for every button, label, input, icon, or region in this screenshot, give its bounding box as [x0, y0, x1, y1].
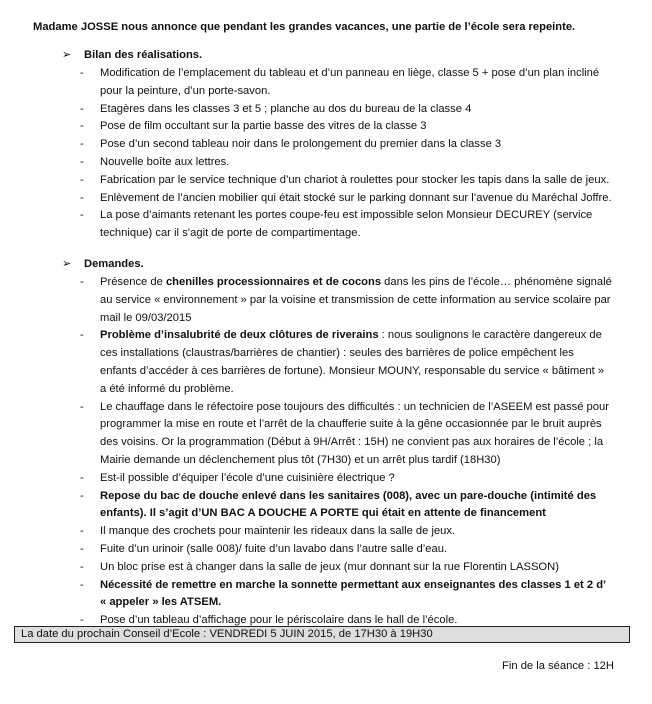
list-item-text: Pose d’un second tableau noir dans le prolongement du premier dans la classe 3 [100, 138, 502, 151]
dash-bullet: - [80, 489, 84, 502]
list-item [0, 65, 652, 101]
bilan-heading [0, 47, 652, 65]
list-item-text: Pose de film occultant sur la partie basse des vitres de la classe 3 [100, 120, 427, 133]
dash-bullet: - [80, 120, 84, 133]
dash-bullet: - [80, 209, 84, 222]
text-run: : nous soulignons le caractère dangereux de ces installations (claustras/barrières de chantier) : seules des barrières de police empêchent les enfants d’accéder à ces barrières de fortune). Monsieur MOUNY, responsable du service « bâtiment » a été informé du problème. [100, 329, 605, 395]
arrow-bullet-icon: ➢ [62, 258, 72, 270]
list-item-text: Est-il possible d’équiper l’école d’une cuisinière électrique ? [100, 471, 395, 484]
demandes-title: Demandes. [84, 258, 144, 270]
list-item [0, 154, 652, 172]
dash-bullet: - [80, 525, 84, 538]
end-time: Fin de la séance : 12H [502, 660, 614, 672]
bilan-title: Bilan des réalisations. [84, 49, 203, 61]
list-item-text: Nouvelle boîte aux lettres. [100, 155, 230, 168]
dash-bullet: - [80, 542, 84, 555]
list-item [0, 399, 652, 470]
text-run: Présence de [100, 276, 166, 288]
text-run: dans les pins de l’école… phénomène signalé au service « environnement » par la voisine et transmission de cette information au service scolaire par mail le 09/03/2015 [100, 276, 612, 324]
dash-bullet: - [80, 276, 84, 288]
dash-bullet: - [80, 173, 84, 186]
dash-bullet: - [80, 614, 84, 627]
list-item [0, 488, 652, 524]
dash-bullet: - [80, 560, 84, 573]
list-item [0, 541, 652, 559]
list-item-text: Un bloc prise est à changer dans la salle de jeux (mur donnant sur la rue Florentin LASSON) [100, 560, 559, 573]
list-item [0, 559, 652, 577]
demandes-heading [0, 256, 652, 274]
list-item-text: Enlèvement de l’ancien mobilier qui était stocké sur le parking donnant sur l’avenue du Maréchal Joffre. [100, 191, 612, 204]
list-item [0, 118, 652, 136]
list-item-text: Modification de l’emplacement du tableau et d’un panneau en liège, classe 5 + pose d’un plan incliné pour la peinture, d’un porte-savon. [100, 67, 600, 97]
arrow-bullet-icon: ➢ [62, 49, 72, 61]
list-item-text-bold: Nécessité de remettre en marche la sonnette permettant aux enseignantes des classes 1 et 2 d’ « appeler » les ATSEM. [100, 578, 606, 609]
dash-bullet: - [80, 400, 84, 413]
list-item-text: Pose d’un tableau d’affichage pour le périscolaire dans le hall de l’école. [100, 614, 458, 627]
intro-paragraph: Madame JOSSE nous annonce que pendant les grandes vacances, une partie de l’école sera repeinte. [33, 21, 576, 33]
list-item [0, 190, 652, 208]
next-meeting-box: La date du prochain Conseil d’Ecole : VENDREDI 5 JUIN 2015, de 17H30 à 19H30 [14, 626, 630, 643]
list-item-text: Etagères dans les classes 3 et 5 ; planche au dos du bureau de la classe 4 [100, 102, 472, 115]
text-run-bold: Problème d’insalubrité de deux clôtures de riverains [100, 329, 379, 342]
text-run-bold: chenilles processionnaires et de cocons [165, 276, 382, 288]
bilan-section [0, 47, 652, 243]
dash-bullet: - [80, 191, 84, 204]
demandes-section [0, 256, 652, 630]
dash-bullet: - [80, 155, 84, 168]
list-item [0, 101, 652, 119]
list-item-text: Il manque des crochets pour maintenir les rideaux dans la salle de jeux. [100, 525, 456, 538]
list-item [0, 470, 652, 488]
list-item [0, 577, 652, 613]
dash-bullet: - [80, 67, 84, 79]
list-item-text: La pose d’aimants retenant les portes coupe-feu est impossible selon Monsieur DECUREY (service technique) car il s’agit de porte de compartimentage. [100, 209, 593, 240]
list-item-text: Le chauffage dans le réfectoire pose toujours des difficultés : un technicien de l’ASEEM est passé pour programmer la mise en route et l’arrêt de la chaufferie suite à la gêne occasionnée par le bruit auprès des voisins. Or la programmation (Début à 9H/Arrêt : 15H) ne convient pas aux horaires de l’école ; la Mairie demande un déclenchement plus tôt (7H30) et un arrêt plus tardif (18H30) [100, 400, 609, 466]
list-item-text: Fuite d’un urinoir (salle 008)/ fuite d’un lavabo dans l’autre salle d’eau. [100, 542, 448, 555]
list-item-text: Fabrication par le service technique d’un chariot à roulettes pour stocker les tapis dans la salle de jeux. [100, 173, 610, 186]
dash-bullet: - [80, 102, 84, 115]
bilan-list [0, 65, 652, 243]
list-item-text-bold: Repose du bac de douche enlevé dans les sanitaires (008), avec un pare-douche (intimité des enfants). Il s’agit d’UN BAC A DOUCHE A PORTE qui était en attente de financement [100, 489, 597, 520]
dash-bullet: - [80, 138, 84, 151]
list-item [0, 274, 652, 327]
list-item [0, 327, 652, 398]
demandes-list [0, 274, 652, 630]
dash-bullet: - [80, 471, 84, 484]
list-item [0, 207, 652, 243]
list-item [0, 172, 652, 190]
dash-bullet: - [80, 329, 84, 342]
list-item [0, 136, 652, 154]
dash-bullet: - [80, 578, 84, 591]
list-item [0, 523, 652, 541]
